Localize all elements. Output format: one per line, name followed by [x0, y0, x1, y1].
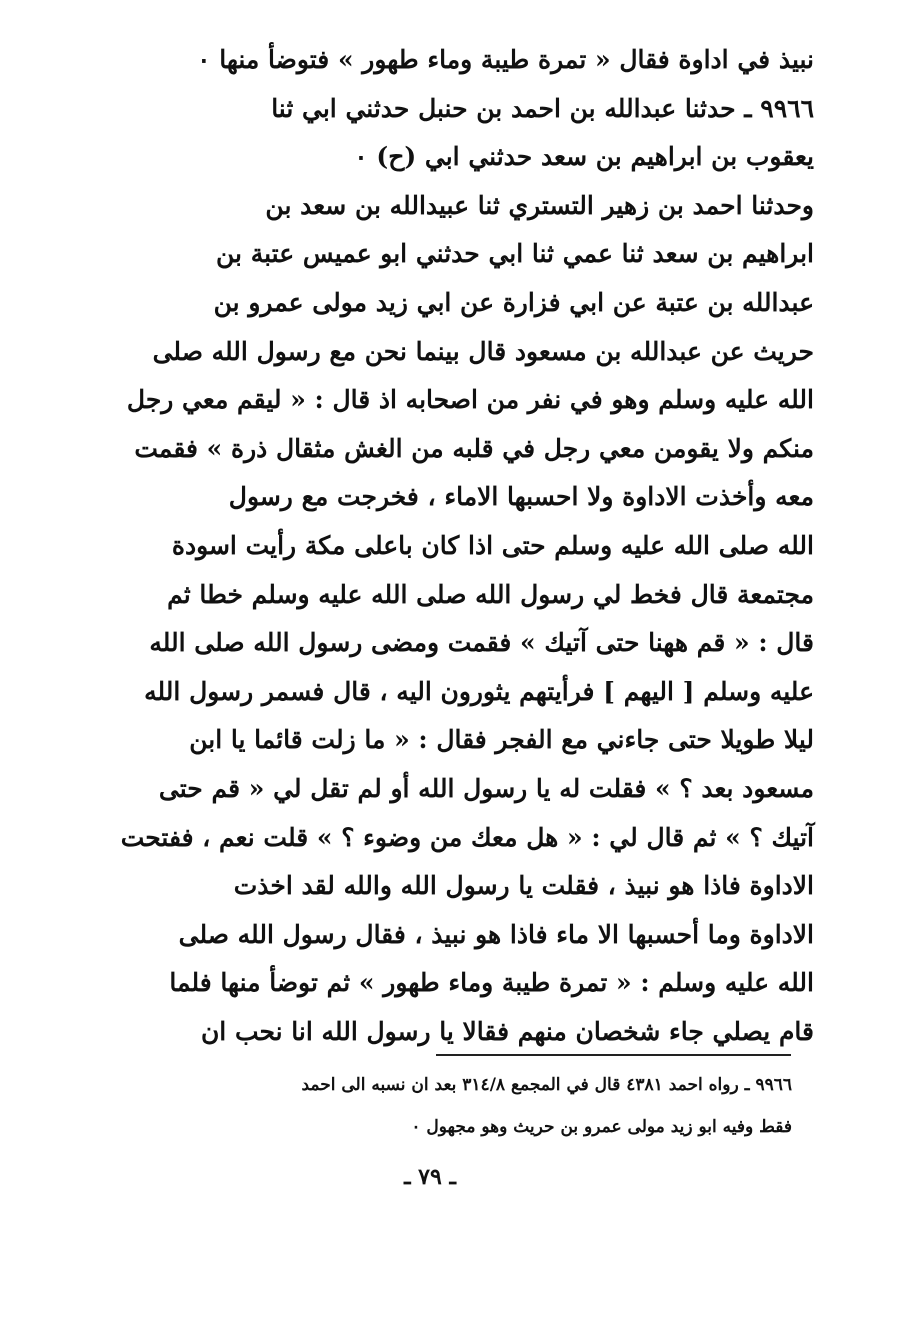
- text-line: الاداوة وما أحسبها الا ماء فاذا هو نبيذ ، فقال رسول الله صلى: [178, 919, 814, 949]
- text-line: مسعود بعد ؟ » فقلت له يا رسول الله أو لم تقل لي « قم حتى: [158, 773, 814, 803]
- text-line: ليلا طويلا حتى جاءني مع الفجر فقال : « ما زلت قائما يا ابن: [189, 725, 814, 755]
- text-line: قال : « قم ههنا حتى آتيك » فقمت ومضى رسول الله صلى الله: [149, 628, 814, 658]
- text-line: مجتمعة قال فخط لي رسول الله صلى الله عليه وسلم خطا ثم: [167, 579, 814, 609]
- text-line: الله عليه وسلم : « تمرة طيبة وماء طهور » ثم توضأ منها فلما: [169, 968, 814, 998]
- text-line: معه وأخذت الاداوة ولا احسبها الاماء ، فخرجت مع رسول: [228, 482, 814, 512]
- text-line: الله صلى الله عليه وسلم حتى اذا كان باعلى مكة رأيت اسودة: [171, 530, 814, 560]
- text-line: يعقوب بن ابراهيم بن سعد حدثني ابي (ح) ٠: [354, 142, 814, 172]
- text-line: نبيذ في اداوة فقال « تمرة طيبة وماء طهور » فتوضأ منها ٠: [197, 45, 814, 74]
- footnote-divider: [436, 1054, 791, 1056]
- text-line: حريث عن عبدالله بن مسعود قال بينما نحن مع رسول الله صلى: [152, 336, 814, 366]
- text-line: آتيك ؟ » ثم قال لي : « هل معك من وضوء ؟ » قلت نعم ، ففتحت: [120, 822, 814, 852]
- footnote-line: ٩٩٦٦ ـ رواه احمد ٤٣٨١ قال في المجمع ٣١٤/٨ بعد ان نسبه الى احمد: [301, 1075, 792, 1095]
- text-line: وحدثنا احمد بن زهير التستري ثنا عبيدالله بن سعد بن: [265, 190, 814, 220]
- page-number: ـ ٧٩ ـ: [404, 1164, 456, 1190]
- text-line: عليه وسلم [ اليهم ] فرأيتهم يثورون اليه ، قال فسمر رسول الله: [144, 676, 814, 706]
- text-line: قام يصلي جاء شخصان منهم فقالا يا رسول الله انا نحب ان: [200, 1016, 814, 1046]
- text-line: ابراهيم بن سعد ثنا عمي ثنا ابي حدثني ابو عميس عتبة بن: [216, 239, 814, 269]
- text-line: الله عليه وسلم وهو في نفر من اصحابه اذ قال : « ليقم معي رجل: [126, 385, 814, 415]
- main-text: [96, 36, 814, 1056]
- footnote-line: فقط وفيه ابو زيد مولى عمرو بن حريث وهو مجهول ٠: [411, 1117, 792, 1137]
- text-line: ٩٩٦٦ ـ حدثنا عبدالله بن احمد بن حنبل حدثني ابي ثنا: [271, 93, 814, 123]
- footnotes: [80, 1064, 792, 1148]
- text-line: منكم ولا يقومن معي رجل في قلبه من الغش مثقال ذرة » فقمت: [134, 433, 814, 463]
- text-line: عبدالله بن عتبة عن ابي فزارة عن ابي زيد مولى عمرو بن: [213, 287, 814, 317]
- text-line: الاداوة فاذا هو نبيذ ، فقلت يا رسول الله والله لقد اخذت: [233, 871, 814, 901]
